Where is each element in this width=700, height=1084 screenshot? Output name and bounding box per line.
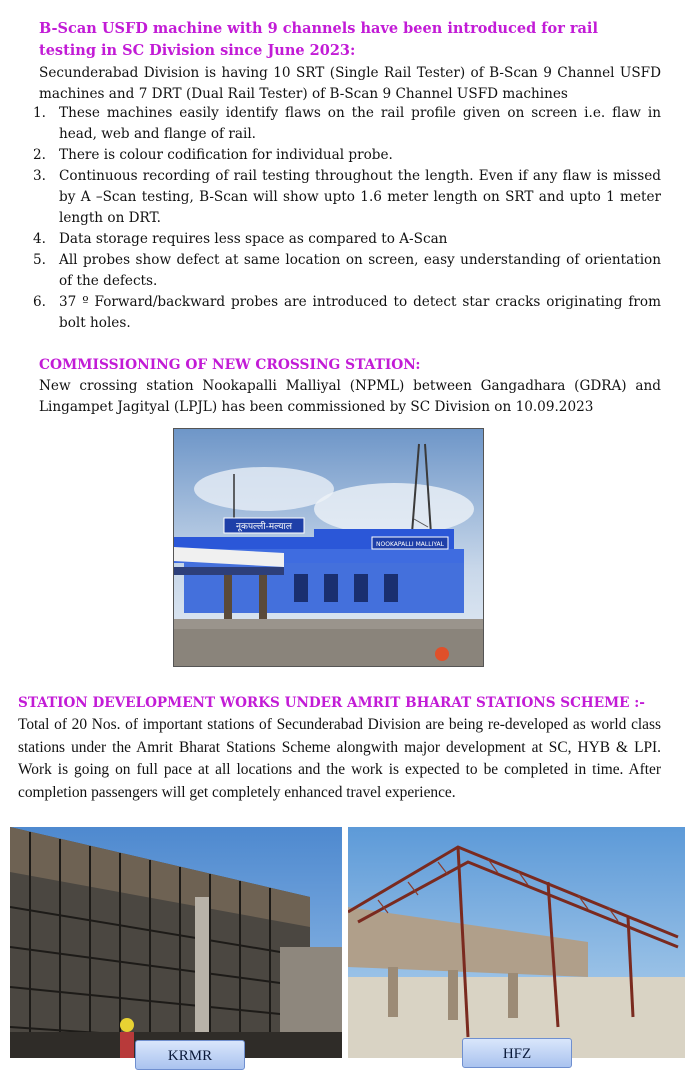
caption-krmr: KRMR	[135, 1040, 245, 1070]
bscan-list	[14, 103, 661, 334]
list-item	[14, 166, 661, 229]
list-number: 5.	[33, 252, 46, 268]
list-text: All probes show defect at same location on screen, easy understanding of orientation of the defects.	[59, 252, 661, 289]
amrit-body: Total of 20 Nos. of important stations of Secunderabad Division are being re-developed as world class stations under the Amrit Bharat Stations Scheme alongwith major development at SC, HYB & LPI. Work is going on full pace at all locations and the work is expected to be completed in time. After completion passengers will get completely enhanced travel experience.	[18, 716, 661, 801]
list-text: Data storage requires less space as compared to A-Scan	[59, 231, 448, 247]
bscan-intro: Secunderabad Division is having 10 SRT (Single Rail Tester) of B-Scan 9 Channel USFD machines and 7 DRT (Dual Rail Tester) of B-Scan 9 Channel USFD machines	[39, 65, 661, 102]
list-number: 6.	[33, 294, 46, 310]
list-text: There is colour codification for individual probe.	[59, 147, 393, 163]
hfz-photo	[348, 827, 685, 1058]
amrit-heading: STATION DEVELOPMENT WORKS UNDER AMRIT BHARAT STATIONS SCHEME :-	[18, 695, 645, 711]
list-item	[14, 145, 661, 166]
list-number: 4.	[33, 231, 46, 247]
list-text: 37 º Forward/backward probes are introduced to detect star cracks originating from bolt holes.	[59, 294, 661, 331]
list-item	[14, 250, 661, 292]
bscan-heading: B-Scan USFD machine with 9 channels have been introduced for rail testing in SC Division since June 2023:	[39, 20, 598, 59]
crossing-body: New crossing station Nookapalli Malliyal (NPML) between Gangadhara (GDRA) and Lingampet Jagityal (LPJL) has been commissioned by SC Division on 10.09.2023	[39, 378, 661, 415]
list-item	[14, 103, 661, 145]
list-number: 2.	[33, 147, 46, 163]
list-number: 3.	[33, 168, 46, 184]
english-sign-text: NOOKAPALLI MALLIYAL	[376, 541, 444, 548]
list-number: 1.	[33, 105, 46, 121]
krmr-photo	[10, 827, 342, 1058]
station-photo	[173, 428, 484, 667]
caption-hfz: HFZ	[462, 1038, 572, 1068]
list-text: These machines easily identify flaws on the rail profile given on screen i.e. flaw in head, web and flange of rail.	[59, 105, 661, 142]
list-text: Continuous recording of rail testing throughout the length. Even if any flaw is missed by A –Scan testing, B-Scan will show upto 1.6 meter length on SRT and upto 1 meter length on DRT.	[59, 168, 661, 226]
hindi-sign-text: नूकपल्ली-मल्याल	[236, 522, 292, 532]
list-item	[14, 229, 661, 250]
crossing-heading: COMMISSIONING OF NEW CROSSING STATION:	[39, 357, 421, 373]
list-item	[14, 292, 661, 334]
